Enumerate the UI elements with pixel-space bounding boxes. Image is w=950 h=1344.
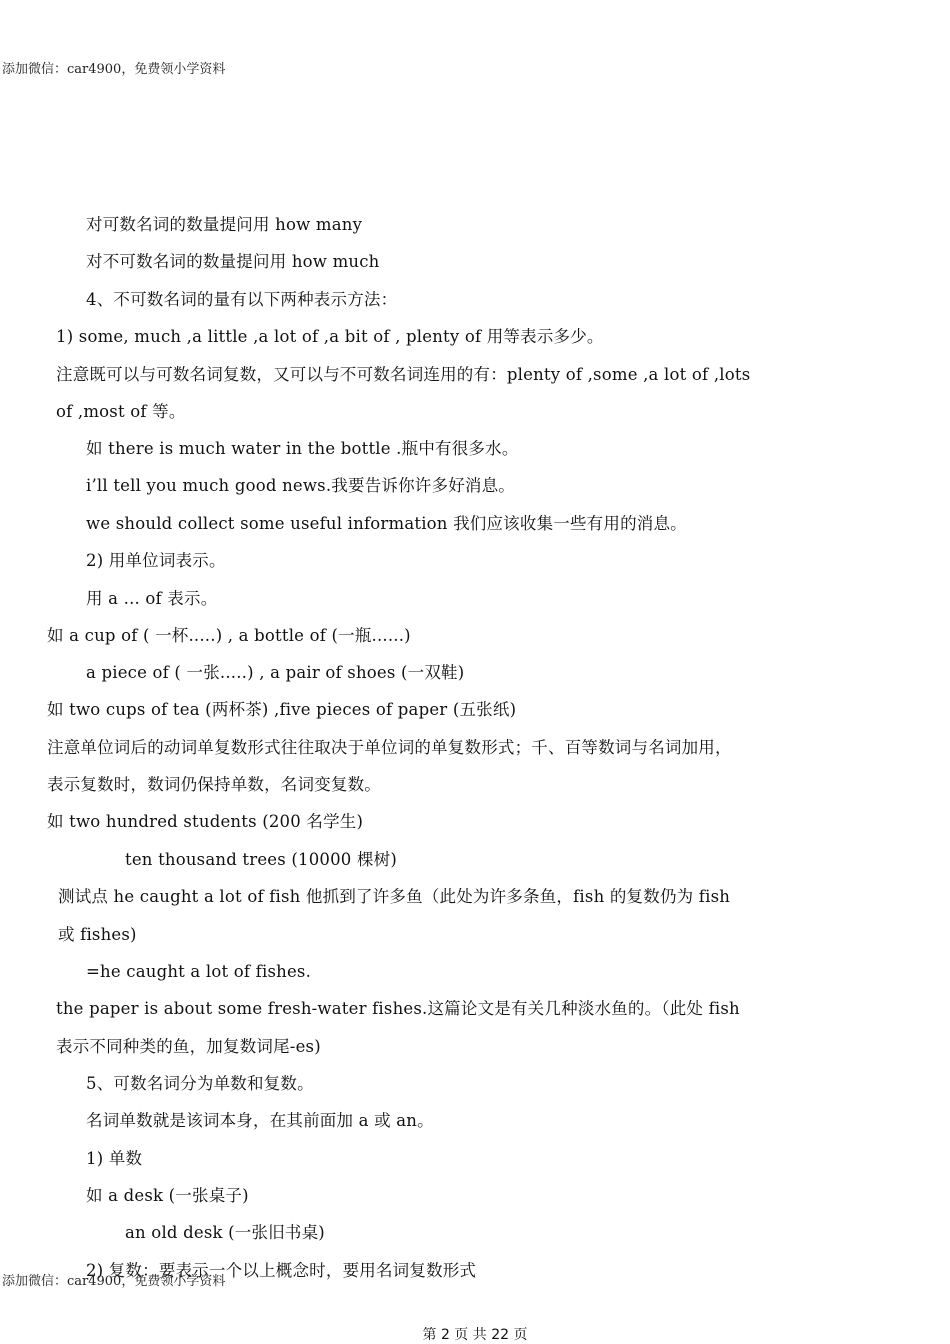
page-number-footer: 第 2 页 共 22 页 [422, 1327, 528, 1343]
text-line: 如 two hundred students (200 名学生) [47, 812, 364, 831]
text-line: 5、可数名词分为单数和复数。 [86, 1074, 314, 1093]
text-line: the paper is about some fresh-water fishes.这篇论文是有关几种淡水鱼的。（此处 fish [56, 999, 740, 1018]
text-line: 1) some, much ,a little ,a lot of ,a bit of , plenty of 用等表示多少。 [56, 327, 604, 346]
text-line: 2) 用单位词表示。 [86, 551, 226, 570]
text-line: ten thousand trees (10000 棵树) [125, 850, 397, 869]
text-line: 表示复数时，数词仍保持单数，名词变复数。 [47, 775, 381, 794]
text-line: of ,most of 等。 [56, 402, 186, 421]
text-line: 如 a cup of ( 一杯.....) , a bottle of (一瓶......) [47, 626, 411, 645]
text-line: a piece of ( 一张.....) , a pair of shoes (一双鞋) [86, 663, 465, 682]
text-line: 注意既可以与可数名词复数，又可以与不可数名词连用的有：plenty of ,some ,a lot of ,lots [56, 365, 751, 384]
text-line: =he caught a lot of fishes. [86, 962, 312, 981]
watermark-bottom: 添加微信：car4900，免费领小学资料 [2, 1274, 226, 1289]
text-line: 测试点 he caught a lot of fish 他抓到了许多鱼（此处为许多条鱼，fish 的复数仍为 fish [58, 887, 731, 906]
text-line: 2) 复数：要表示一个以上概念时，要用名词复数形式 [86, 1261, 477, 1280]
text-line: 4、不可数名词的量有以下两种表示方法： [86, 290, 398, 309]
text-line: 如 a desk (一张桌子) [86, 1186, 249, 1205]
text-line: 或 fishes) [58, 925, 137, 944]
text-line: 对不可数名词的数量提问用 how much [86, 252, 380, 271]
watermark-top: 添加微信：car4900，免费领小学资料 [2, 62, 226, 77]
text-line: 名词单数就是该词本身，在其前面加 a 或 an。 [86, 1111, 434, 1130]
text-line: 1) 单数 [86, 1149, 143, 1168]
text-line: an old desk (一张旧书桌) [125, 1223, 325, 1242]
text-line: i’ll tell you much good news.我要告诉你许多好消息。 [86, 476, 515, 495]
text-line: we should collect some useful information 我们应该收集一些有用的消息。 [86, 514, 687, 533]
text-line: 用 a ... of 表示。 [86, 589, 218, 608]
text-line: 表示不同种类的鱼，加复数词尾-es) [56, 1037, 321, 1056]
text-line: 对可数名词的数量提问用 how many [86, 215, 363, 234]
text-line: 注意单位词后的动词单复数形式往往取决于单位词的单复数形式；千、百等数词与名词加用， [47, 738, 732, 757]
text-line: 如 two cups of tea (两杯茶) ,five pieces of paper (五张纸) [47, 700, 517, 719]
text-line: 如 there is much water in the bottle .瓶中有很多水。 [86, 439, 519, 458]
